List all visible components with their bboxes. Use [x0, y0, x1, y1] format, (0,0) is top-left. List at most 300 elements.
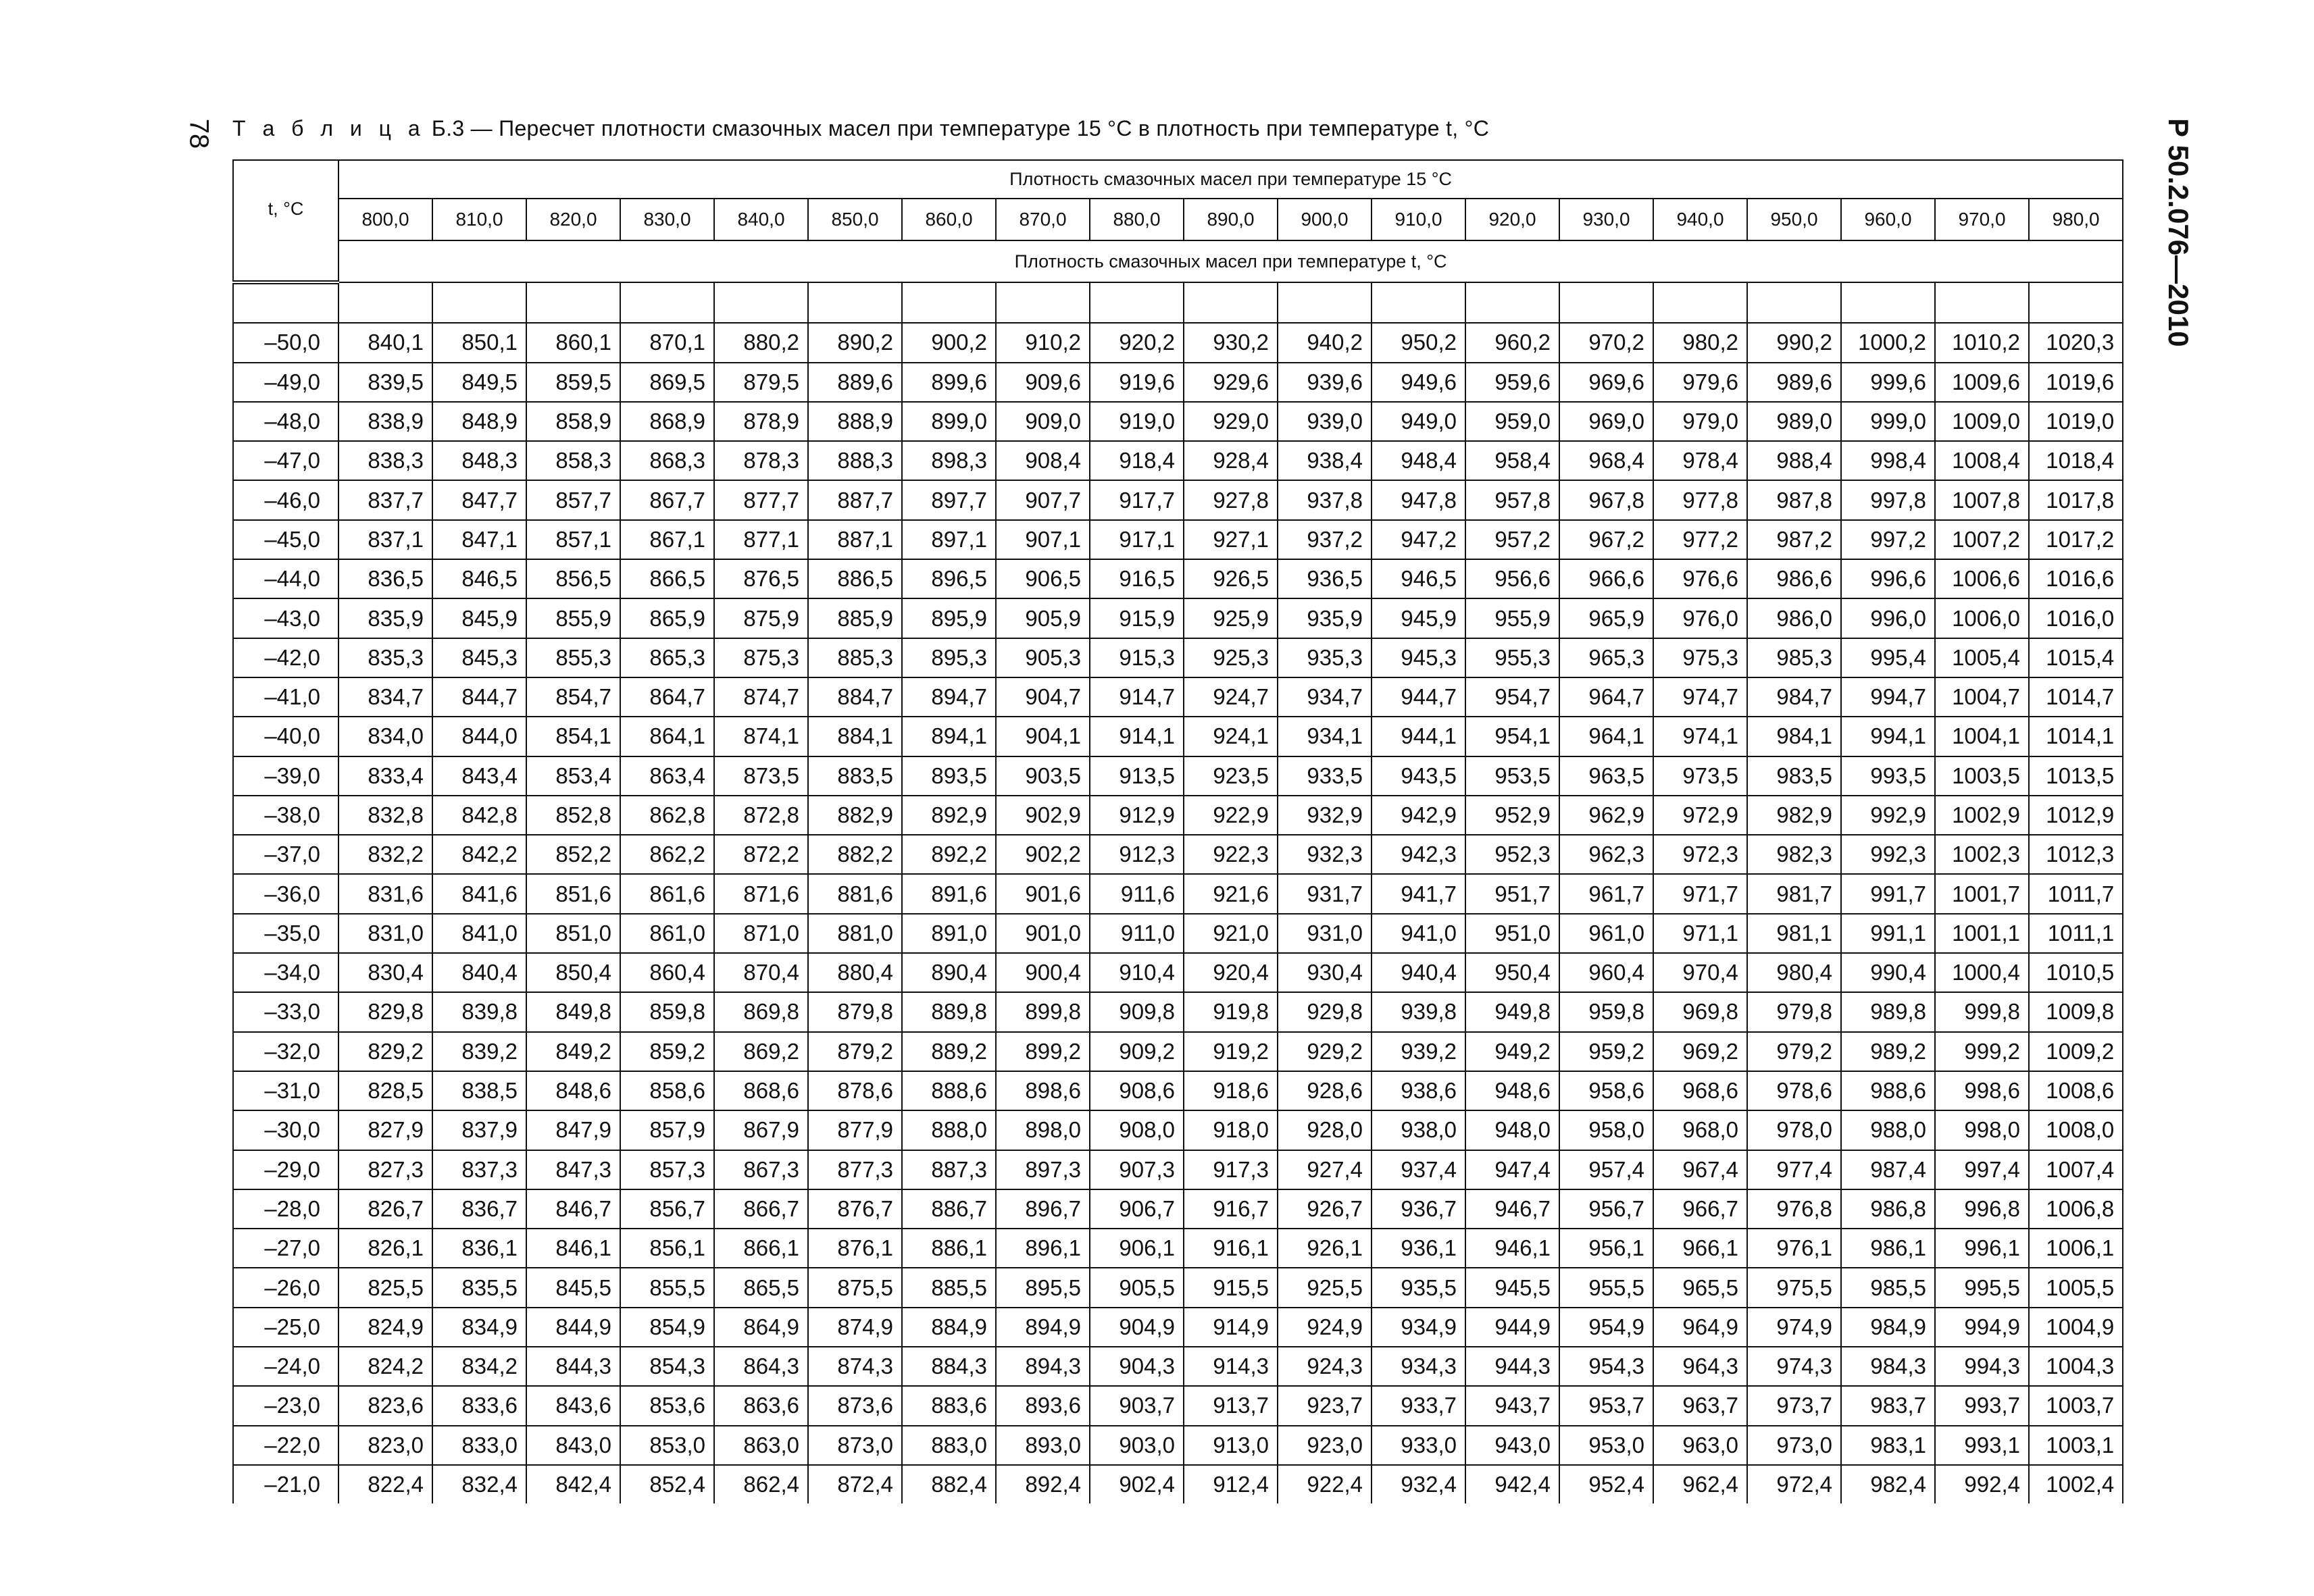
density-cell: 939,0: [1278, 402, 1372, 441]
density-cell: 962,9: [1559, 796, 1653, 835]
density-cell: 938,0: [1372, 1110, 1465, 1150]
density-cell: 881,0: [808, 914, 902, 953]
density-cell: 976,8: [1747, 1189, 1841, 1229]
density-cell: 1009,6: [1935, 363, 2029, 402]
density-cell: 991,1: [1841, 914, 1935, 953]
density-cell: 857,7: [526, 480, 620, 519]
density-cell: 987,8: [1747, 480, 1841, 519]
density-cell: 894,9: [996, 1308, 1090, 1347]
table-body: [233, 282, 2123, 1503]
density-cell: 867,3: [714, 1150, 808, 1189]
density-cell: 902,4: [1090, 1465, 1184, 1503]
density-cell: 938,6: [1372, 1071, 1465, 1110]
density-cell: 846,7: [526, 1189, 620, 1229]
density-cell: 833,4: [338, 756, 432, 796]
density-cell: 900,2: [902, 323, 996, 362]
density-cell: 834,7: [338, 677, 432, 717]
density-cell: 849,8: [526, 992, 620, 1031]
density-cell: 833,0: [432, 1426, 526, 1465]
density-cell: 909,6: [996, 363, 1090, 402]
density-cell: 976,0: [1653, 598, 1747, 638]
density-cell: 864,3: [714, 1347, 808, 1386]
density-cell: 964,7: [1559, 677, 1653, 717]
density-cell: 870,4: [714, 953, 808, 992]
density-cell: 924,1: [1184, 717, 1278, 756]
density-cell: 894,1: [902, 717, 996, 756]
density-cell: 884,3: [902, 1347, 996, 1386]
density-cell: 878,9: [714, 402, 808, 441]
density-cell: 903,0: [1090, 1426, 1184, 1465]
density-cell: 1011,7: [2029, 874, 2123, 913]
density-cell: 974,1: [1653, 717, 1747, 756]
density-cell: 916,7: [1184, 1189, 1278, 1229]
density-cell: 976,1: [1747, 1229, 1841, 1268]
density-cell: 960,4: [1559, 953, 1653, 992]
density-cell: 916,1: [1184, 1229, 1278, 1268]
density-cell: 854,7: [526, 677, 620, 717]
temperature-cell: –26,0: [233, 1268, 338, 1307]
density-cell: 864,9: [714, 1308, 808, 1347]
density-cell: 865,3: [620, 638, 714, 677]
density-cell: 975,5: [1747, 1268, 1841, 1307]
density-cell: 899,6: [902, 363, 996, 402]
density-cell: 1006,8: [2029, 1189, 2123, 1229]
density-cell: 1000,2: [1841, 323, 1935, 362]
density-cell: 1017,2: [2029, 520, 2123, 559]
density-cell: 945,5: [1465, 1268, 1559, 1307]
density-cell: 888,3: [808, 441, 902, 480]
density-cell: 989,2: [1841, 1032, 1935, 1071]
density-cell: 852,8: [526, 796, 620, 835]
density-cell: 863,0: [714, 1426, 808, 1465]
density-cell: 834,2: [432, 1347, 526, 1386]
density-cell: 1002,4: [2029, 1465, 2123, 1503]
density-cell: 925,5: [1278, 1268, 1372, 1307]
temperature-cell: –34,0: [233, 953, 338, 992]
density-cell: 867,7: [620, 480, 714, 519]
density-cell: 870,1: [620, 323, 714, 362]
density-cell: 997,2: [1841, 520, 1935, 559]
density-cell: 849,2: [526, 1032, 620, 1071]
density-cell: 1000,4: [1935, 953, 2029, 992]
column-header: 950,0: [1747, 199, 1841, 240]
density-cell: 1004,7: [1935, 677, 2029, 717]
column-header: 800,0: [338, 199, 432, 240]
column-header: 880,0: [1090, 199, 1184, 240]
column-header: 810,0: [432, 199, 526, 240]
temperature-cell: –44,0: [233, 559, 338, 598]
temperature-cell: –47,0: [233, 441, 338, 480]
density-cell: 842,2: [432, 835, 526, 874]
density-cell: 982,4: [1841, 1465, 1935, 1503]
density-cell: 888,6: [902, 1071, 996, 1110]
density-cell: 842,8: [432, 796, 526, 835]
density-cell: 859,8: [620, 992, 714, 1031]
density-cell: 874,7: [714, 677, 808, 717]
density-cell: 836,5: [338, 559, 432, 598]
density-cell: 975,3: [1653, 638, 1747, 677]
temperature-cell: –48,0: [233, 402, 338, 441]
density-cell: 904,3: [1090, 1347, 1184, 1386]
density-cell: 856,7: [620, 1189, 714, 1229]
density-cell: 834,9: [432, 1308, 526, 1347]
density-cell: 948,0: [1465, 1110, 1559, 1150]
density-cell: 993,1: [1935, 1426, 2029, 1465]
density-cell: 954,7: [1465, 677, 1559, 717]
density-cell: 959,6: [1465, 363, 1559, 402]
density-cell: 890,2: [808, 323, 902, 362]
density-cell: 844,7: [432, 677, 526, 717]
density-cell: 873,5: [714, 756, 808, 796]
density-cell: 934,9: [1372, 1308, 1465, 1347]
density-cell: 979,8: [1747, 992, 1841, 1031]
density-cell: 899,0: [902, 402, 996, 441]
density-cell: 993,5: [1841, 756, 1935, 796]
density-cell: 924,3: [1278, 1347, 1372, 1386]
density-cell: 987,2: [1747, 520, 1841, 559]
caption-label: Т а б л и ц а: [232, 116, 426, 140]
density-cell: 970,2: [1559, 323, 1653, 362]
density-cell: 903,7: [1090, 1386, 1184, 1425]
density-cell: 988,0: [1841, 1110, 1935, 1150]
temperature-cell: –49,0: [233, 363, 338, 402]
density-cell: 944,7: [1372, 677, 1465, 717]
density-cell: 994,3: [1935, 1347, 2029, 1386]
table-row: [233, 677, 2123, 717]
density-cell: 1004,3: [2029, 1347, 2123, 1386]
density-cell: 984,1: [1747, 717, 1841, 756]
density-cell: 889,2: [902, 1032, 996, 1071]
temperature-cell: –45,0: [233, 520, 338, 559]
density-cell: 842,4: [526, 1465, 620, 1503]
density-cell: 899,8: [996, 992, 1090, 1031]
density-cell: 885,9: [808, 598, 902, 638]
density-cell: 984,3: [1841, 1347, 1935, 1386]
density-cell: 846,5: [432, 559, 526, 598]
density-cell: 865,5: [714, 1268, 808, 1307]
density-cell: 957,8: [1465, 480, 1559, 519]
temperature-cell: –25,0: [233, 1308, 338, 1347]
density-cell: 995,4: [1841, 638, 1935, 677]
table-row: [233, 1426, 2123, 1465]
density-cell: 883,5: [808, 756, 902, 796]
density-cell: 958,4: [1465, 441, 1559, 480]
density-cell: 862,8: [620, 796, 714, 835]
density-cell: 896,1: [996, 1229, 1090, 1268]
density-cell: 847,9: [526, 1110, 620, 1150]
density-cell: 835,3: [338, 638, 432, 677]
density-cell: 929,6: [1184, 363, 1278, 402]
density-cell: 953,5: [1465, 756, 1559, 796]
density-cell: 949,0: [1372, 402, 1465, 441]
density-cell: 886,5: [808, 559, 902, 598]
density-cell: 988,4: [1747, 441, 1841, 480]
density-cell: 996,1: [1935, 1229, 2029, 1268]
temperature-cell: –29,0: [233, 1150, 338, 1189]
density-cell: 970,4: [1653, 953, 1747, 992]
density-cell: 833,6: [432, 1386, 526, 1425]
density-cell: 946,7: [1465, 1189, 1559, 1229]
density-cell: 913,5: [1090, 756, 1184, 796]
density-cell: 926,7: [1278, 1189, 1372, 1229]
density-cell: 839,2: [432, 1032, 526, 1071]
density-cell: 999,6: [1841, 363, 1935, 402]
density-cell: 961,0: [1559, 914, 1653, 953]
density-cell: 922,4: [1278, 1465, 1372, 1503]
column-header: 830,0: [620, 199, 714, 240]
density-cell: 841,0: [432, 914, 526, 953]
density-cell: 1019,6: [2029, 363, 2123, 402]
density-cell: 935,9: [1278, 598, 1372, 638]
density-cell: 905,5: [1090, 1268, 1184, 1307]
density-cell: 864,7: [620, 677, 714, 717]
density-cell: 885,5: [902, 1268, 996, 1307]
density-cell: 848,6: [526, 1071, 620, 1110]
density-cell: 911,0: [1090, 914, 1184, 953]
density-cell: 914,9: [1184, 1308, 1278, 1347]
density-cell: 930,4: [1278, 953, 1372, 992]
density-cell: 923,0: [1278, 1426, 1372, 1465]
top-header: Плотность смазочных масел при температуре 15 °С: [338, 160, 2123, 199]
density-cell: 958,6: [1559, 1071, 1653, 1110]
density-cell: 950,4: [1465, 953, 1559, 992]
density-cell: 966,1: [1653, 1229, 1747, 1268]
density-cell: 884,1: [808, 717, 902, 756]
density-cell: 962,3: [1559, 835, 1653, 874]
column-header: 870,0: [996, 199, 1090, 240]
density-cell: 931,0: [1278, 914, 1372, 953]
density-cell: 866,1: [714, 1229, 808, 1268]
density-cell: 826,1: [338, 1229, 432, 1268]
density-cell: 852,2: [526, 835, 620, 874]
table-row: [233, 756, 2123, 796]
density-cell: 872,4: [808, 1465, 902, 1503]
density-cell: 868,6: [714, 1071, 808, 1110]
table-row: [233, 1229, 2123, 1268]
column-header: 930,0: [1559, 199, 1653, 240]
density-cell: 972,4: [1747, 1465, 1841, 1503]
page-number: 78: [184, 118, 214, 149]
density-cell: 918,6: [1184, 1071, 1278, 1110]
density-cell: 1004,9: [2029, 1308, 2123, 1347]
density-cell: 866,5: [620, 559, 714, 598]
density-cell: 872,8: [714, 796, 808, 835]
density-cell: 883,6: [902, 1386, 996, 1425]
density-cell: 852,4: [620, 1465, 714, 1503]
density-cell: 841,6: [432, 874, 526, 913]
density-cell: 932,3: [1278, 835, 1372, 874]
density-cell: 928,6: [1278, 1071, 1372, 1110]
density-cell: 997,8: [1841, 480, 1935, 519]
table-row: [233, 638, 2123, 677]
density-cell: 879,8: [808, 992, 902, 1031]
density-cell: 857,9: [620, 1110, 714, 1150]
table-row: [233, 480, 2123, 519]
density-cell: 855,3: [526, 638, 620, 677]
density-cell: 1007,4: [2029, 1150, 2123, 1189]
density-cell: 974,7: [1653, 677, 1747, 717]
density-cell: 950,2: [1372, 323, 1465, 362]
density-cell: 850,4: [526, 953, 620, 992]
density-cell: 913,0: [1184, 1426, 1278, 1465]
table-caption: [232, 116, 1489, 141]
column-header-row: [233, 199, 2123, 240]
density-cell: 845,5: [526, 1268, 620, 1307]
table-row: [233, 1268, 2123, 1307]
density-cell: 952,4: [1559, 1465, 1653, 1503]
density-cell: 953,7: [1559, 1386, 1653, 1425]
density-cell: 835,5: [432, 1268, 526, 1307]
temperature-cell: –39,0: [233, 756, 338, 796]
density-cell: 955,3: [1465, 638, 1559, 677]
density-cell: 941,0: [1372, 914, 1465, 953]
density-cell: 929,0: [1184, 402, 1278, 441]
table-row: [233, 874, 2123, 913]
column-header: 900,0: [1278, 199, 1372, 240]
density-cell: 866,7: [714, 1189, 808, 1229]
density-cell: 881,6: [808, 874, 902, 913]
table-row: [233, 520, 2123, 559]
density-cell: 1001,1: [1935, 914, 2029, 953]
density-cell: 983,1: [1841, 1426, 1935, 1465]
density-cell: 930,2: [1184, 323, 1278, 362]
temperature-cell: –32,0: [233, 1032, 338, 1071]
density-cell: 943,5: [1372, 756, 1465, 796]
density-cell: 823,6: [338, 1386, 432, 1425]
density-cell: 997,4: [1935, 1150, 2029, 1189]
density-cell: 867,1: [620, 520, 714, 559]
density-cell: 971,1: [1653, 914, 1747, 953]
density-cell: 902,2: [996, 835, 1090, 874]
density-cell: 946,1: [1465, 1229, 1559, 1268]
density-cell: 858,3: [526, 441, 620, 480]
density-cell: 1010,5: [2029, 953, 2123, 992]
density-cell: 827,3: [338, 1150, 432, 1189]
table-row: [233, 914, 2123, 953]
density-cell: 878,3: [714, 441, 808, 480]
density-cell: 918,4: [1090, 441, 1184, 480]
density-cell: 944,9: [1465, 1308, 1559, 1347]
column-header: 820,0: [526, 199, 620, 240]
density-cell: 998,4: [1841, 441, 1935, 480]
density-cell: 1020,3: [2029, 323, 2123, 362]
density-cell: 853,0: [620, 1426, 714, 1465]
density-cell: 915,3: [1090, 638, 1184, 677]
density-cell: 978,6: [1747, 1071, 1841, 1110]
density-cell: 904,9: [1090, 1308, 1184, 1347]
density-cell: 962,4: [1653, 1465, 1747, 1503]
density-cell: 887,1: [808, 520, 902, 559]
density-cell: 918,0: [1184, 1110, 1278, 1150]
density-cell: 1006,6: [1935, 559, 2029, 598]
density-cell: 999,2: [1935, 1032, 2029, 1071]
density-cell: 1006,1: [2029, 1229, 2123, 1268]
density-cell: 919,2: [1184, 1032, 1278, 1071]
density-cell: 949,8: [1465, 992, 1559, 1031]
temperature-cell: –42,0: [233, 638, 338, 677]
density-cell: 958,0: [1559, 1110, 1653, 1150]
density-cell: 1002,3: [1935, 835, 2029, 874]
density-cell: 1007,2: [1935, 520, 2029, 559]
density-cell: 939,6: [1278, 363, 1372, 402]
density-cell: 838,9: [338, 402, 432, 441]
density-cell: 895,9: [902, 598, 996, 638]
density-cell: 928,4: [1184, 441, 1278, 480]
density-cell: 967,4: [1653, 1150, 1747, 1189]
table-row: [233, 1032, 2123, 1071]
density-cell: 888,9: [808, 402, 902, 441]
density-cell: 933,0: [1372, 1426, 1465, 1465]
density-cell: 871,0: [714, 914, 808, 953]
column-header: 910,0: [1372, 199, 1465, 240]
density-cell: 990,4: [1841, 953, 1935, 992]
density-cell: 837,9: [432, 1110, 526, 1150]
density-cell: 912,3: [1090, 835, 1184, 874]
density-cell: 875,9: [714, 598, 808, 638]
density-cell: 832,4: [432, 1465, 526, 1503]
density-cell: 855,5: [620, 1268, 714, 1307]
density-cell: 989,6: [1747, 363, 1841, 402]
density-cell: 859,5: [526, 363, 620, 402]
density-cell: 933,5: [1278, 756, 1372, 796]
density-cell: 845,3: [432, 638, 526, 677]
density-cell: 925,3: [1184, 638, 1278, 677]
density-cell: 884,7: [808, 677, 902, 717]
density-cell: 926,5: [1184, 559, 1278, 598]
density-cell: 947,8: [1372, 480, 1465, 519]
density-cell: 912,9: [1090, 796, 1184, 835]
table-row: [233, 1347, 2123, 1386]
density-cell: 837,3: [432, 1150, 526, 1189]
density-cell: 994,1: [1841, 717, 1935, 756]
temperature-cell: –21,0: [233, 1465, 338, 1503]
density-cell: 880,2: [714, 323, 808, 362]
density-cell: 869,2: [714, 1032, 808, 1071]
density-cell: 945,9: [1372, 598, 1465, 638]
density-cell: 939,8: [1372, 992, 1465, 1031]
density-cell: 868,9: [620, 402, 714, 441]
density-cell: 897,3: [996, 1150, 1090, 1189]
density-cell: 977,8: [1653, 480, 1747, 519]
density-cell: 885,3: [808, 638, 902, 677]
density-cell: 868,3: [620, 441, 714, 480]
density-cell: 921,6: [1184, 874, 1278, 913]
density-cell: 912,4: [1184, 1465, 1278, 1503]
density-cell: 889,6: [808, 363, 902, 402]
density-cell: 977,4: [1747, 1150, 1841, 1189]
density-cell: 888,0: [902, 1110, 996, 1150]
density-cell: 948,4: [1372, 441, 1465, 480]
density-cell: 1015,4: [2029, 638, 2123, 677]
temperature-cell: –22,0: [233, 1426, 338, 1465]
density-cell: 969,8: [1653, 992, 1747, 1031]
density-cell: 877,3: [808, 1150, 902, 1189]
density-cell: 965,5: [1653, 1268, 1747, 1307]
density-cell: 979,6: [1653, 363, 1747, 402]
density-cell: 879,2: [808, 1032, 902, 1071]
table-row: [233, 441, 2123, 480]
density-cell: 829,2: [338, 1032, 432, 1071]
density-cell: 983,5: [1747, 756, 1841, 796]
density-cell: 956,7: [1559, 1189, 1653, 1229]
density-cell: 876,1: [808, 1229, 902, 1268]
density-cell: 880,4: [808, 953, 902, 992]
table-row: [233, 402, 2123, 441]
density-cell: 886,1: [902, 1229, 996, 1268]
density-cell: 960,2: [1465, 323, 1559, 362]
density-cell: 915,9: [1090, 598, 1184, 638]
density-cell: 891,6: [902, 874, 996, 913]
